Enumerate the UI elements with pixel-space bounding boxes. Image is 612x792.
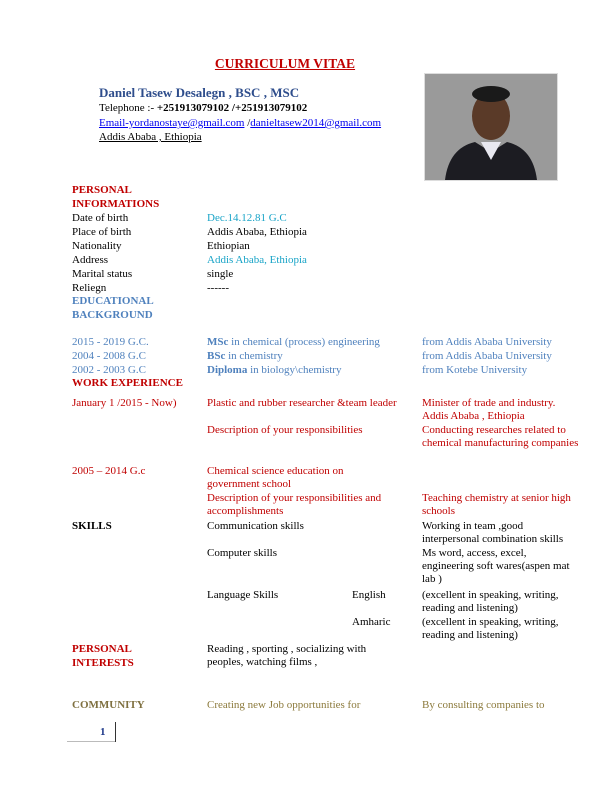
job1-role: Plastic and rubber researcher &team leader [207,397,397,409]
header-address: Addis Ababa , Ethiopia [99,131,202,143]
religion-label: Reliegn [72,282,107,294]
job1-employer: Minister of trade and industry. Addis Ababa , Ethiopia [422,397,556,422]
personal-heading-2: INFORMATIONS [72,198,160,210]
job1-resp-label: Description of your responsibilities [207,424,363,436]
pob-value: Addis Ababa, Ethiopia [207,226,307,238]
edu-degree-line-2 [207,350,283,363]
email-link-1[interactable]: Email-yordanostaye@gmail.com [99,117,245,129]
education-heading-1: EDUCATIONAL [72,295,154,307]
personal-heading-1: PERSONAL [72,184,132,196]
edu-years-3: 2002 - 2003 G.C [72,364,146,376]
interests-value: Reading , sporting , socializing with peoples, watching films , [207,643,367,668]
person-name: Daniel Tasew Desalegn , BSC , MSC [99,85,300,100]
footer-divider [115,722,116,742]
edu-years-2: 2004 - 2008 G.C [72,350,146,362]
nationality-value: Ethiopian [207,240,250,252]
work-heading: WORK EXPERIENCE [72,377,183,389]
edu-field-3: in biology\chemistry [247,364,342,376]
edu-years-1: 2015 - 2019 G.C. [72,336,149,348]
communication-label: Communication skills [207,520,304,532]
computer-label: Computer skills [207,547,277,559]
computer-value: Ms word, access, excel, engineering soft wares(aspen mat lab ) [422,547,570,585]
edu-field-1: in chemical (process) engineering [228,336,380,348]
edu-degree-line-1 [207,336,380,349]
education-heading-2: BACKGROUND [72,309,153,321]
dob-label: Date of birth [72,212,129,224]
edu-institution-1: from Addis Ababa University [422,336,552,348]
job2-period: 2005 – 2014 G.c [72,465,146,477]
pob-label: Place of birth [72,226,132,238]
address-label: Address [72,254,109,266]
cv-title: CURRICULUM VITAE [214,56,356,71]
job2-resp: Teaching chemistry at senior high schools [422,492,571,517]
edu-degree-3: Diploma [207,364,248,376]
footer-rule [67,741,115,742]
nationality-label: Nationality [72,240,122,252]
edu-degree-line-3 [207,364,341,377]
edu-institution-2: from Addis Ababa University [422,350,552,362]
communication-value: Working in team ,good interpersonal combination skills [422,520,564,545]
job1-resp: Conducting researches related to chemical manufacturing companies [422,424,579,449]
community-heading: COMMUNITY [72,699,145,711]
email-link-2[interactable]: danieltasew2014@gmail.com [250,117,382,129]
community-value: Creating new Job opportunities for [207,699,361,711]
language-english-value: (excellent in speaking, writing, reading and listening) [422,589,559,614]
address-value: Addis Ababa, Ethiopia [207,254,307,266]
edu-field-2: in chemistry [225,350,283,362]
job1-period: January 1 /2015 - Now) [72,397,177,409]
telephone-number: +251913079102 /+251913079102 [156,102,308,114]
marital-value: single [207,268,234,280]
marital-label: Marital status [72,268,133,280]
community-value-2: By consulting companies to [422,699,545,711]
language-english: English [352,589,386,601]
telephone-line [99,102,307,115]
telephone-label: Telephone :- [99,102,157,114]
job2-role: Chemical science education on government school [207,465,344,490]
email-line [99,117,381,130]
job2-resp-label: Description of your responsibilities and accomplishments [207,492,382,517]
edu-degree-2: BSc [207,350,226,362]
edu-institution-3: from Kotebe University [422,364,528,376]
language-label: Language Skills [207,589,279,601]
language-amharic-value: (excellent in speaking, writing, reading and listening) [422,616,559,641]
person-portrait-icon [425,74,557,180]
religion-value: ------ [207,282,229,294]
interests-heading-1: PERSONAL [72,643,132,655]
email-separator: / [244,117,251,129]
edu-degree-1: MSc [207,336,229,348]
skills-heading: SKILLS [72,520,112,532]
profile-photo [424,73,558,181]
interests-heading-2: INTERESTS [72,657,134,669]
dob-value: Dec.14.12.81 G.C [207,212,287,224]
page-number: 1 [100,726,106,738]
language-amharic: Amharic [352,616,391,628]
